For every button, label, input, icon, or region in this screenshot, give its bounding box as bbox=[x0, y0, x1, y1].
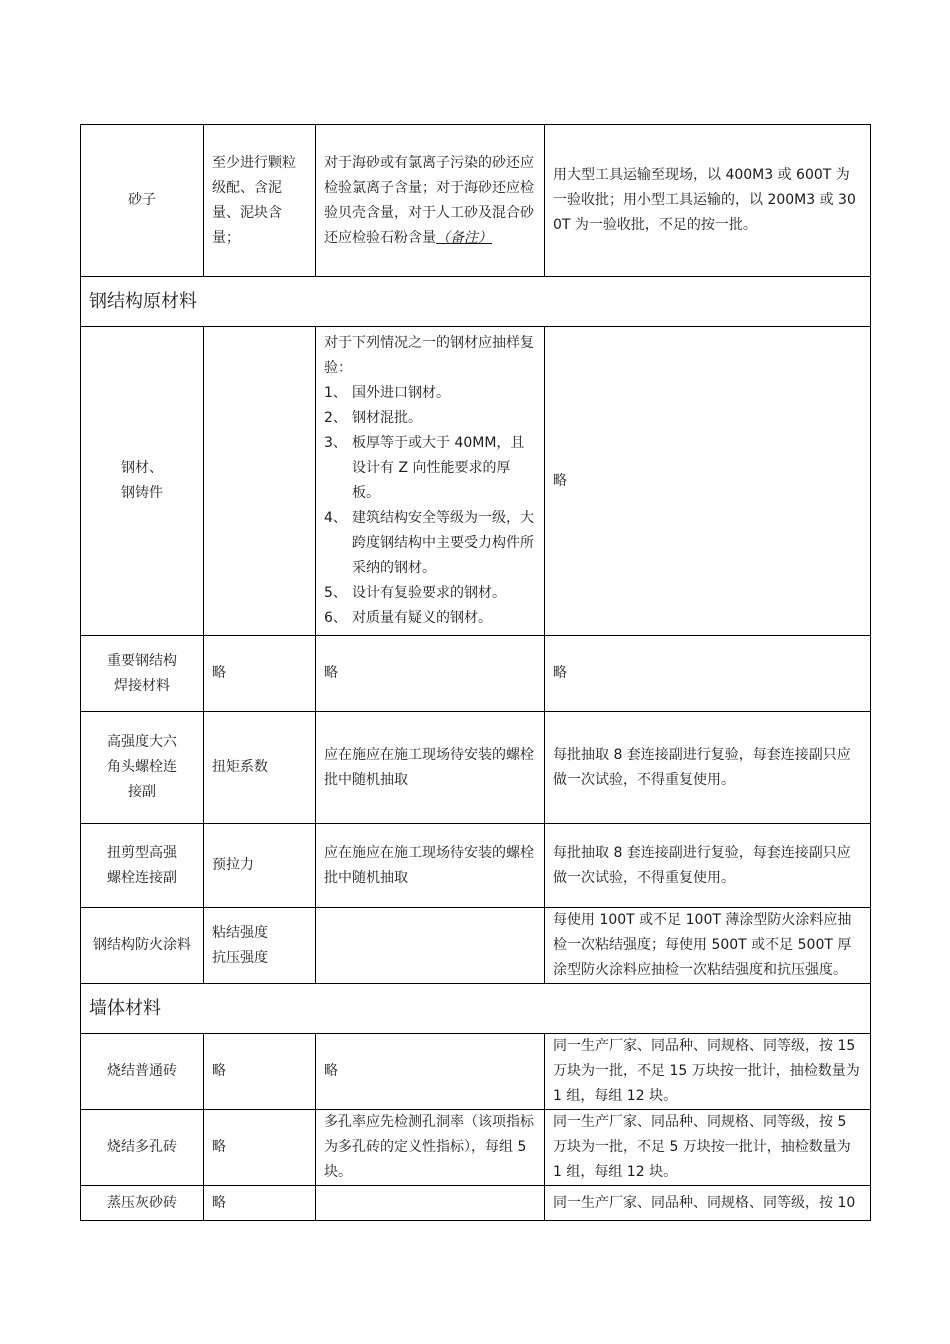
requirement-note: （备注） bbox=[436, 229, 492, 246]
requirement-text: 对于海砂或有氯离子污染的砂还应检验氯离子含量；对于海砂还应检验贝壳含量，对于人工砂及混合砂还应检验石粉含量 bbox=[324, 154, 534, 246]
requirement-text: 应在施应在施工现场待安装的螺栓批中随机抽取 bbox=[324, 844, 534, 886]
list-item bbox=[324, 606, 536, 631]
requirement-cell bbox=[316, 824, 545, 908]
test-items: 略 bbox=[212, 1139, 226, 1155]
table-row bbox=[81, 1186, 871, 1221]
batch-rule: 用大型工具运输至现场，以 400M3 或 600T 为一验收批；用小型工具运输的，以 200M3 或 300T 为一验收批，不足的按一批。 bbox=[553, 167, 856, 233]
list-text: 对质量有疑义的钢材。 bbox=[352, 610, 492, 626]
test-item-line: 抗压强度 bbox=[212, 949, 268, 966]
requirement-cell bbox=[316, 712, 545, 824]
batch-rule-cell bbox=[545, 908, 871, 984]
test-items-cell bbox=[204, 1110, 316, 1186]
test-items: 至少进行颗粒级配、含泥量、泥块含量； bbox=[212, 154, 296, 246]
material-name-cell bbox=[81, 125, 204, 277]
requirement-intro: 对于下列情况之一的钢材应抽样复验： bbox=[324, 335, 534, 376]
test-items-cell bbox=[204, 1034, 316, 1110]
material-name: 扭剪型高强螺栓连接副 bbox=[107, 844, 177, 886]
material-name: 重要钢结构焊接材料 bbox=[107, 652, 177, 694]
material-name: 烧结多孔砖 bbox=[107, 1139, 177, 1155]
test-items-cell bbox=[204, 636, 316, 712]
batch-rule-cell bbox=[545, 327, 871, 636]
batch-rule: 同一生产厂家、同品种、同规格、同等级，按 10 bbox=[553, 1194, 856, 1211]
material-name-line: 钢铸件 bbox=[121, 485, 163, 501]
material-inspection-table bbox=[80, 124, 871, 1221]
test-items-cell bbox=[204, 824, 316, 908]
list-text: 钢材混批。 bbox=[352, 410, 422, 426]
batch-rule: 略 bbox=[553, 665, 567, 681]
list-item bbox=[324, 381, 536, 406]
material-name: 砂子 bbox=[128, 192, 156, 208]
test-item-line: 粘结强度 bbox=[212, 924, 268, 941]
list-text: 板厚等于或大于 40MM，且设计有 Z 向性能要求的厚板。 bbox=[352, 435, 525, 501]
list-number: 3、 bbox=[324, 435, 347, 451]
batch-rule-cell bbox=[545, 1034, 871, 1110]
batch-rule-cell bbox=[545, 636, 871, 712]
material-name: 蒸压灰砂砖 bbox=[107, 1194, 177, 1211]
section-heading-wall: 墙体材料 bbox=[81, 984, 871, 1034]
material-name: 烧结普通砖 bbox=[107, 1063, 177, 1079]
test-items: 扭矩系数 bbox=[212, 759, 268, 775]
material-name-cell bbox=[81, 908, 204, 984]
table-row bbox=[81, 1110, 871, 1186]
material-name-line: 钢材、 bbox=[121, 460, 163, 476]
list-number: 2、 bbox=[324, 410, 347, 426]
requirement-cell bbox=[316, 125, 545, 277]
requirement-cell bbox=[316, 1186, 545, 1221]
table-row bbox=[81, 908, 871, 984]
batch-rule: 每批抽取 8 套连接副进行复验，每套连接副只应做一次试验，不得重复使用。 bbox=[553, 844, 851, 886]
material-name-cell bbox=[81, 712, 204, 824]
batch-rule-cell bbox=[545, 712, 871, 824]
requirement-text: 略 bbox=[324, 665, 338, 681]
batch-rule: 同一生产厂家、同品种、同规格、同等级，按 15 万块为一批，不足 15 万块按一批计，抽检数量为 1 组，每组 12 块。 bbox=[553, 1038, 860, 1104]
table-row bbox=[81, 636, 871, 712]
section-row bbox=[81, 984, 871, 1034]
list-text: 国外进口钢材。 bbox=[352, 385, 450, 401]
test-items-cell bbox=[204, 327, 316, 636]
requirement-cell bbox=[316, 908, 545, 984]
material-name-cell bbox=[81, 1110, 204, 1186]
test-items: 略 bbox=[212, 1063, 226, 1079]
requirement-cell bbox=[316, 1034, 545, 1110]
batch-rule: 每批抽取 8 套连接副进行复验，每套连接副只应做一次试验，不得重复使用。 bbox=[553, 746, 851, 788]
test-items: 略 bbox=[212, 665, 226, 681]
table-row bbox=[81, 712, 871, 824]
list-number: 1、 bbox=[324, 385, 347, 401]
list-item bbox=[324, 431, 536, 506]
batch-rule-cell bbox=[545, 824, 871, 908]
batch-rule: 略 bbox=[553, 472, 567, 489]
material-name-cell bbox=[81, 1186, 204, 1221]
list-number: 5、 bbox=[324, 585, 347, 601]
batch-rule-cell bbox=[545, 125, 871, 277]
test-items-cell bbox=[204, 712, 316, 824]
material-name-cell bbox=[81, 636, 204, 712]
requirement-text: 多孔率应先检测孔洞率（该项指标为多孔砖的定义性指标），每组 5 块。 bbox=[324, 1114, 534, 1180]
table-row bbox=[81, 1034, 871, 1110]
requirement-cell bbox=[316, 327, 545, 636]
test-items-cell bbox=[204, 908, 316, 984]
requirement-cell bbox=[316, 636, 545, 712]
table-row bbox=[81, 125, 871, 277]
material-name-cell bbox=[81, 824, 204, 908]
list-text: 设计有复验要求的钢材。 bbox=[352, 585, 506, 601]
test-items: 略 bbox=[212, 1194, 226, 1211]
test-items-cell bbox=[204, 1186, 316, 1221]
batch-rule-cell bbox=[545, 1186, 871, 1221]
material-name-cell bbox=[81, 1034, 204, 1110]
batch-rule: 每使用 100T 或不足 100T 薄涂型防火涂料应抽检一次粘结强度；每使用 500T 或不足 500T 厚涂型防火涂料应抽检一次粘结强度和抗压强度。 bbox=[553, 912, 852, 978]
batch-rule: 同一生产厂家、同品种、同规格、同等级，按 5 万块为一批，不足 5 万块按一批计，抽检数量为 1 组，每组 12 块。 bbox=[553, 1114, 851, 1180]
list-item bbox=[324, 506, 536, 581]
section-row bbox=[81, 277, 871, 327]
list-text: 建筑结构安全等级为一级，大跨度钢结构中主要受力构件所采纳的钢材。 bbox=[352, 510, 534, 576]
table-row bbox=[81, 824, 871, 908]
requirement-text: 应在施应在施工现场待安装的螺栓批中随机抽取 bbox=[324, 746, 534, 788]
requirement-cell bbox=[316, 1110, 545, 1186]
test-items-cell bbox=[204, 125, 316, 277]
material-name: 钢结构防火涂料 bbox=[93, 937, 191, 953]
list-item bbox=[324, 406, 536, 431]
requirement-text: 略 bbox=[324, 1063, 338, 1079]
material-name: 高强度大六角头螺栓连接副 bbox=[107, 734, 177, 800]
list-item bbox=[324, 581, 536, 606]
batch-rule-cell bbox=[545, 1110, 871, 1186]
section-heading-steel: 钢结构原材料 bbox=[81, 277, 871, 327]
material-name-cell bbox=[81, 327, 204, 636]
list-number: 6、 bbox=[324, 610, 347, 626]
test-items: 预拉力 bbox=[212, 857, 254, 873]
table-row bbox=[81, 327, 871, 636]
list-number: 4、 bbox=[324, 510, 347, 526]
